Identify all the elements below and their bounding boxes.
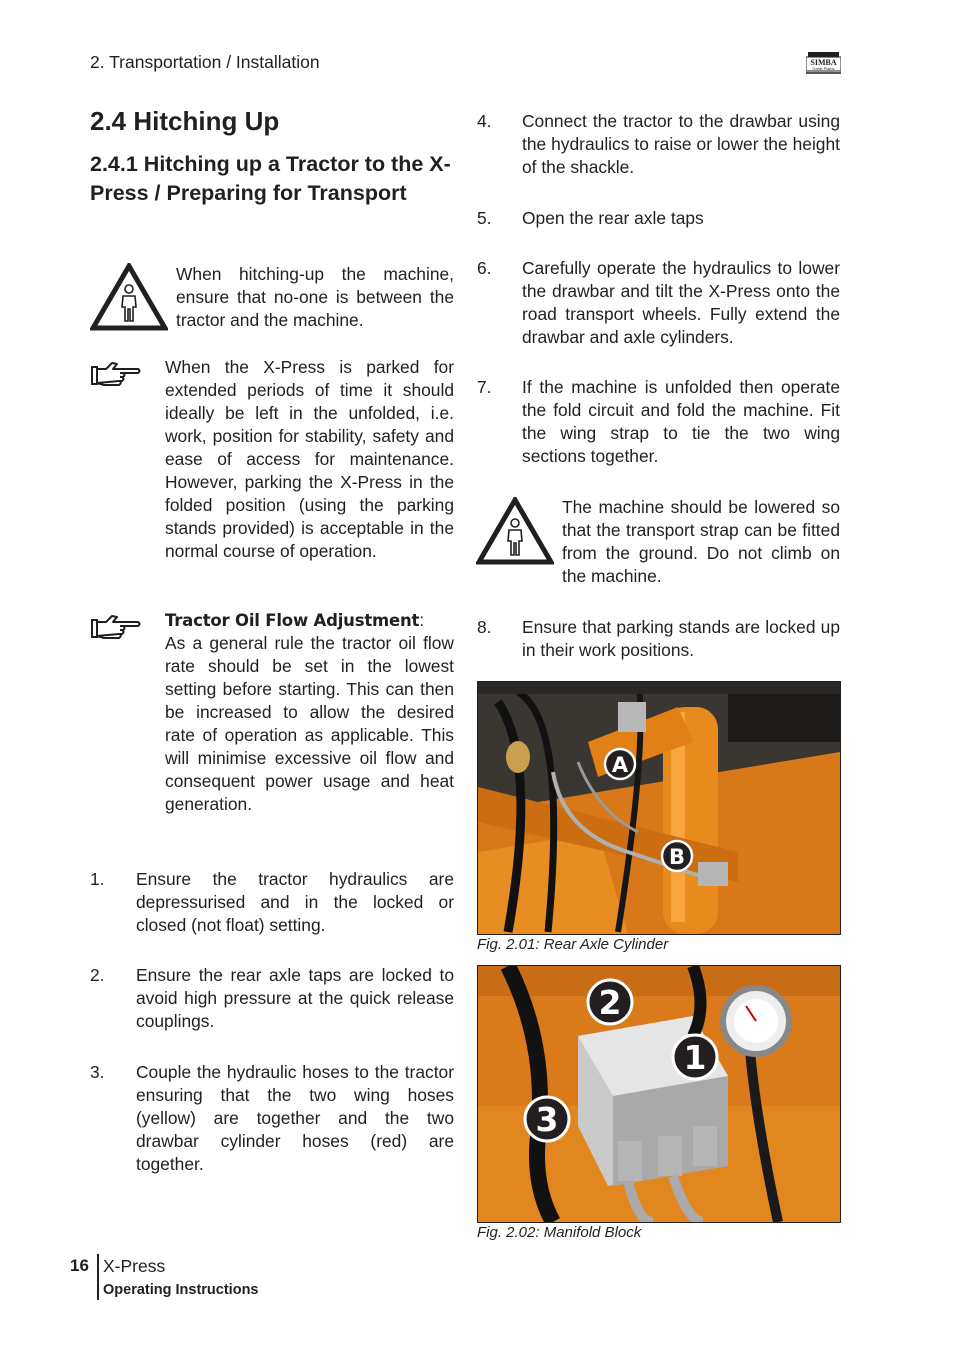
step-text: Carefully operate the hydraulics to lower the drawbar and tilt the X-Press onto the road transport wheels. Fully extend the drawbar and axle cylinders. xyxy=(522,258,840,347)
figure-caption: Fig. 2.02: Manifold Block xyxy=(477,1224,642,1241)
step-number: 1. xyxy=(90,869,105,889)
pointing-hand-icon xyxy=(90,360,142,388)
step-text: Ensure that parking stands are locked up in their work positions. xyxy=(522,617,840,660)
running-header: 2. Transportation / Installation xyxy=(90,52,320,72)
figure-manifold-block-photo xyxy=(477,965,841,1223)
pointing-hand-icon xyxy=(90,613,142,641)
step-number: 5. xyxy=(477,208,492,228)
step-number: 7. xyxy=(477,377,492,397)
step-number: 3. xyxy=(90,1062,105,1082)
footer-doc-title: Operating Instructions xyxy=(103,1282,259,1298)
subsection-heading: 2.4.1 Hitching up a Tractor to the X-Press / Preparing for Transport xyxy=(90,152,451,205)
step-text: Ensure the rear axle taps are locked to avoid high pressure at the quick release couplings. xyxy=(136,965,454,1031)
photo-marker-2: 2 xyxy=(598,983,622,1022)
note-oil-flow-label: Tractor Oil Flow Adjustment xyxy=(165,611,420,630)
figure-rear-axle-cylinder-photo xyxy=(477,681,841,935)
note-oil-flow-text: As a general rule the tractor oil flow rate should be set in the lowest setting before starting. This can then be increased to allow the desired rate of operation as applicable. This will minimise excessive oil flow and consequent power usage and heat generation. xyxy=(165,633,454,814)
step-text: Ensure the tractor hydraulics are depressurised and in the locked or closed (not float) setting. xyxy=(136,869,454,935)
section-heading: 2.4 Hitching Up xyxy=(90,106,280,136)
photo-marker-b: B xyxy=(668,845,686,869)
simba-logo xyxy=(806,52,841,76)
note-parking: When the X-Press is parked for extended periods of time it should ideally be left in the unfolded, i.e. work, position for stability, safety and ease of access for maintenance. However, parking the X-Press in the folded position (using the parking stands provided) is acceptable in the normal course of operation. xyxy=(165,357,454,561)
photo-marker-1: 1 xyxy=(683,1038,707,1077)
step-text: Couple the hydraulic hoses to the tractor ensuring that the two wing hoses (yellow) are together and the two drawbar cylinder hoses (red) are together. xyxy=(136,1062,454,1174)
step-number: 4. xyxy=(477,111,492,131)
logo-subtext: Great Plains xyxy=(812,66,835,71)
warning-triangle-icon xyxy=(476,497,554,565)
photo-marker-a: A xyxy=(611,753,629,777)
page-number: 16 xyxy=(70,1256,89,1275)
step-text: Connect the tractor to the drawbar using the hydraulics to raise or lower the height of the shackle. xyxy=(522,111,840,177)
step-number: 8. xyxy=(477,617,492,637)
step-number: 6. xyxy=(477,258,492,278)
step-text: If the machine is unfolded then operate the fold circuit and fold the machine. Fit the wing strap to tie the two wing sections together. xyxy=(522,377,840,466)
photo-marker-3: 3 xyxy=(535,1100,559,1139)
footer-product: X-Press xyxy=(103,1256,166,1276)
footer-divider xyxy=(97,1254,99,1300)
warning-text-hitching: When hitching-up the machine, ensure that no-one is between the tractor and the machine. xyxy=(176,264,454,330)
warning-triangle-icon xyxy=(90,263,168,331)
step-number: 2. xyxy=(90,965,105,985)
logo-text: SIMBA xyxy=(810,58,837,67)
note-oil-flow: Tractor Oil Flow Adjustment: As a general rule the tractor oil flow rate should be set in the lowest setting before starting. This can then be increased to allow the desired rate of operation as applicable. This will minimise excessive oil flow and consequent power usage and heat generation. xyxy=(165,610,454,814)
figure-caption: Fig. 2.01: Rear Axle Cylinder xyxy=(477,936,669,953)
warning-text-lowering: The machine should be lowered so that the transport strap can be fitted from the ground. Do not climb on the machine. xyxy=(562,497,840,586)
step-text: Open the rear axle taps xyxy=(522,208,704,228)
